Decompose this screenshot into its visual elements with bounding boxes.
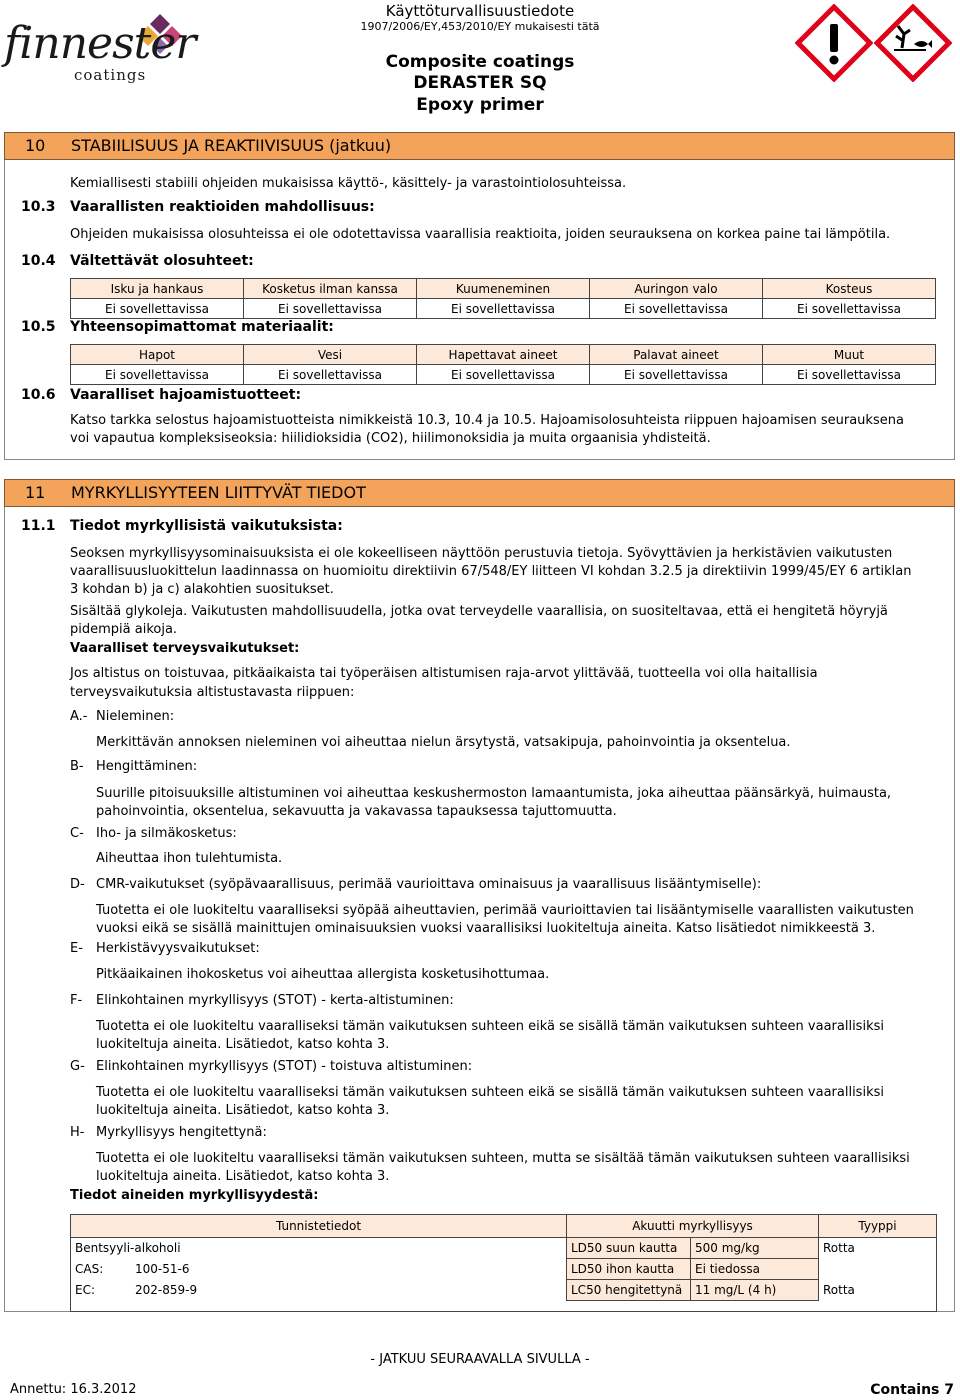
issue-date: Annettu: 16.3.2012 — [10, 1382, 137, 1397]
effect-text: luokiteltuja aineita. Lisätiedot, katso kohta 3. — [96, 1103, 390, 1118]
table-header-cell: Auringon valo — [590, 279, 763, 299]
conditions-table — [70, 278, 936, 319]
effect-letter: C- — [70, 826, 84, 841]
table-header-cell: Kosketus ilman kanssa — [244, 279, 417, 299]
table-cell: Ei sovellettavissa — [763, 365, 936, 385]
paragraph-line: Jos altistus on toistuvaa, pitkäaikaista tai työperäisen altistumisen raja-arvot ylittävää, tuotteella voi olla haitallisia — [70, 666, 818, 681]
doc-title: Käyttöturvallisuustiedote — [385, 2, 575, 20]
test-type: LD50 suun kautta — [567, 1238, 691, 1259]
continue-note: - JATKUU SEURAAVALLA SIVULLA - — [370, 1352, 590, 1367]
effect-label: Herkistävyysvaikutukset: — [96, 941, 260, 956]
table-header-cell: Kuumeneminen — [417, 279, 590, 299]
paragraph-line: terveysvaikutuksia altistustavasta riippuen: — [70, 685, 355, 700]
subsection-title: Vaaralliset hajoamistuotteet: — [70, 387, 302, 403]
test-species — [819, 1259, 937, 1280]
effect-label: Myrkyllisyys hengitettynä: — [96, 1125, 267, 1140]
effect-text: Tuotetta ei ole luokiteltu vaaralliseksi tämän vaikutuksen suhteen, mutta se sisältää tämän vaikutuksen suhteen vaarallisiksi — [96, 1151, 910, 1166]
effect-letter: H- — [70, 1125, 85, 1140]
company-name: Composite coatings — [385, 52, 575, 72]
table-cell: Ei sovellettavissa — [244, 365, 417, 385]
table-header-row — [71, 279, 936, 299]
table-header-cell: Kosteus — [763, 279, 936, 299]
effect-text: luokiteltuja aineita. Lisätiedot, katso kohta 3. — [96, 1169, 390, 1184]
effect-text: Aiheuttaa ihon tulehtumista. — [96, 851, 283, 866]
section-10-header — [4, 132, 955, 160]
test-value: 11 mg/L (4 h) — [691, 1280, 819, 1301]
paragraph-line: pidempiä aikoja. — [70, 622, 178, 637]
effect-text: Pitkäaikainen ihokosketus voi aiheuttaa allergista kosketusihottumaa. — [96, 967, 550, 982]
table-cell: Ei sovellettavissa — [244, 299, 417, 319]
paragraph-line: Sisältää glykoleja. Vaikutusten mahdollisuudella, jotka ovat terveydelle vaarallisia, on suositeltavaa, että ei hengitetä höyryjä — [70, 604, 888, 619]
test-type: LC50 hengitettynä — [567, 1280, 691, 1301]
ec-cell — [71, 1280, 567, 1301]
paragraph-line: Seoksen myrkyllisyysominaisuuksista ei ole kokeelliseen näyttöön perustuvia tietoja. Syövyttävien ja herkistävien vaikutusten — [70, 546, 893, 561]
table-header-cell: Isku ja hankaus — [71, 279, 244, 299]
table-header-cell: Hapettavat aineet — [417, 345, 590, 365]
effect-letter: A.- — [70, 709, 88, 724]
ec-number: 202-859-9 — [135, 1283, 198, 1297]
table-header-cell: Akuutti myrkyllisyys — [567, 1215, 819, 1238]
subsection-title: Vaarallisten reaktioiden mahdollisuus: — [70, 199, 375, 215]
table-cell: Ei sovellettavissa — [417, 299, 590, 319]
table-header-cell: Tyyppi — [819, 1215, 937, 1238]
product-type: Epoxy primer — [416, 95, 544, 115]
substance-name: Bentsyyli-alkoholi — [75, 1241, 181, 1256]
cas-cell — [71, 1259, 567, 1280]
page-indicator: Contains 7 — [870, 1382, 954, 1398]
decomposition-text-line: voi vapautua kompleksiseoksia: hiilidioksidia (CO2), hiilimonoksidia ja muita orgaanisia yhdisteitä. — [70, 431, 711, 446]
table-row — [71, 299, 936, 319]
table-row — [71, 1238, 937, 1259]
product-name: DERASTER SQ — [413, 73, 547, 93]
subsection-number: 10.5 — [21, 319, 56, 335]
effect-label: Iho- ja silmäkosketus: — [96, 826, 237, 841]
section-11-header — [4, 479, 955, 507]
subsection-number: 10.6 — [21, 387, 56, 403]
table-header-cell: Tunnistetiedot — [71, 1215, 567, 1238]
effect-label: CMR-vaikutukset (syöpävaarallisuus, perimää vaurioittava ominaisuus ja vaarallisuus lisääntymiselle): — [96, 877, 762, 892]
paragraph-line: 3 kohdan b) ja c) alakohtien suositukset. — [70, 582, 334, 597]
table-header-cell: Vesi — [244, 345, 417, 365]
table-cell: Ei sovellettavissa — [417, 365, 590, 385]
subsection-title: Vältettävät olosuhteet: — [70, 253, 254, 269]
effect-label: Nieleminen: — [96, 709, 175, 724]
effect-text: Tuotetta ei ole luokiteltu vaaralliseksi tämän vaikutuksen suhteen eikä se sisällä tämän vaikutuksen suhteen vaarallisiksi — [96, 1019, 884, 1034]
test-species: Rotta — [819, 1238, 937, 1259]
effect-label: Elinkohtainen myrkyllisyys (STOT) - toistuva altistuminen: — [96, 1059, 473, 1074]
health-effects-title: Vaaralliset terveysvaikutukset: — [70, 641, 300, 656]
subsection-title: Tiedot myrkyllisistä vaikutuksista: — [70, 518, 343, 534]
effect-label: Elinkohtainen myrkyllisyys (STOT) - kerta-altistuminen: — [96, 993, 454, 1008]
table-header-row — [71, 345, 936, 365]
table-row — [71, 1259, 937, 1280]
cas-number: 100-51-6 — [135, 1262, 190, 1276]
table-cell: Ei sovellettavissa — [71, 365, 244, 385]
effect-text: Suurille pitoisuuksille altistuminen voi aiheuttaa keskushermoston lamaantumista, joka aiheuttaa päänsärkyä, huimausta, — [96, 786, 892, 801]
ec-label: EC: — [75, 1283, 96, 1297]
environment-icon — [874, 4, 952, 86]
reactions-text: Ohjeiden mukaisissa olosuhteissa ei ole odotettavissa vaarallisia reaktioita, joiden seurauksena on korkea paine tai lämpötila. — [70, 227, 891, 242]
cas-label: CAS: — [75, 1262, 104, 1276]
test-value: 500 mg/kg — [691, 1238, 819, 1259]
test-species: Rotta — [819, 1280, 937, 1301]
exclamation-icon — [795, 4, 873, 86]
table-header-cell: Hapot — [71, 345, 244, 365]
test-type: LD50 ihon kautta — [567, 1259, 691, 1280]
section-number: 11 — [25, 483, 46, 502]
section-title: STABIILISUUS JA REAKTIIVISUUS (jatkuu) — [71, 136, 392, 155]
effect-label: Hengittäminen: — [96, 759, 198, 774]
test-value: Ei tiedossa — [691, 1259, 819, 1280]
table-row — [71, 1280, 937, 1301]
effect-letter: F- — [70, 993, 83, 1008]
table-spacer — [71, 1301, 937, 1312]
subsection-number: 10.4 — [21, 253, 56, 269]
materials-table — [70, 344, 936, 385]
toxicity-table — [70, 1214, 937, 1312]
effect-text: Tuotetta ei ole luokiteltu vaaralliseksi syöpää aiheuttavien, perimää vaurioittavien tai lisääntymiselle vaarallisten vaikutusten — [96, 903, 914, 918]
logo-name: finnester — [4, 18, 196, 69]
section-number: 10 — [25, 136, 46, 155]
effect-letter: G- — [70, 1059, 85, 1074]
subsection-number: 11.1 — [21, 518, 56, 534]
table-cell: Ei sovellettavissa — [71, 299, 244, 319]
effect-text: pahoinvointia, oksentelua, sekavuutta ja vakavassa tapauksessa tajuttomuutta. — [96, 804, 617, 819]
table-cell: Ei sovellettavissa — [590, 299, 763, 319]
stability-text: Kemiallisesti stabiili ohjeiden mukaisissa käyttö-, käsittely- ja varastointiolosuhteissa. — [70, 176, 627, 191]
effect-letter: B- — [70, 759, 84, 774]
regulation-text: 1907/2006/EY,453/2010/EY mukaisesti tätä — [360, 20, 600, 33]
effect-text: Merkittävän annoksen nieleminen voi aiheuttaa nielun ärsytystä, vatsakipuja, pahoinvointia ja oksentelua. — [96, 735, 791, 750]
table-row — [71, 1301, 937, 1312]
decomposition-text-line: Katso tarkka selostus hajoamistuotteista nimikkeistä 10.3, 10.4 ja 10.5. Hajoamisolosuhteista riippuen hajoamisen seurauksena — [70, 413, 904, 428]
table-header-cell: Muut — [763, 345, 936, 365]
table-header-cell: Palavat aineet — [590, 345, 763, 365]
table-header-row — [71, 1215, 937, 1238]
effect-text: Tuotetta ei ole luokiteltu vaaralliseksi tämän vaikutuksen suhteen eikä se sisällä tämän vaikutuksen suhteen vaarallisiksi — [96, 1085, 884, 1100]
section-title: MYRKYLLISYYTEEN LIITTYVÄT TIEDOT — [71, 483, 366, 502]
effect-text: luokiteltuja aineita. Lisätiedot, katso kohta 3. — [96, 1037, 390, 1052]
effect-text: vuoksi eikä se sisällä mainittujen ominaisuuksien vuoksi vaarallisiksi luokiteltuja aineita. Katso lisätiedot nimikkeestä 3. — [96, 921, 876, 936]
table-row — [71, 365, 936, 385]
table-cell: Ei sovellettavissa — [763, 299, 936, 319]
paragraph-line: vaarallisuusluokittelun laadinnassa on huomioitu direktiivin 67/548/EY liitteen VI kohdan 3.2.5 ja direktiivin 1999/45/EY 6 artiklan — [70, 564, 912, 579]
table-cell: Ei sovellettavissa — [590, 365, 763, 385]
subsection-number: 10.3 — [21, 199, 56, 215]
subsection-title: Yhteensopimattomat materiaalit: — [70, 319, 334, 335]
toxicity-title: Tiedot aineiden myrkyllisyydestä: — [70, 1188, 319, 1203]
effect-letter: D- — [70, 877, 85, 892]
effect-letter: E- — [70, 941, 83, 956]
logo-sub: coatings — [74, 66, 147, 84]
